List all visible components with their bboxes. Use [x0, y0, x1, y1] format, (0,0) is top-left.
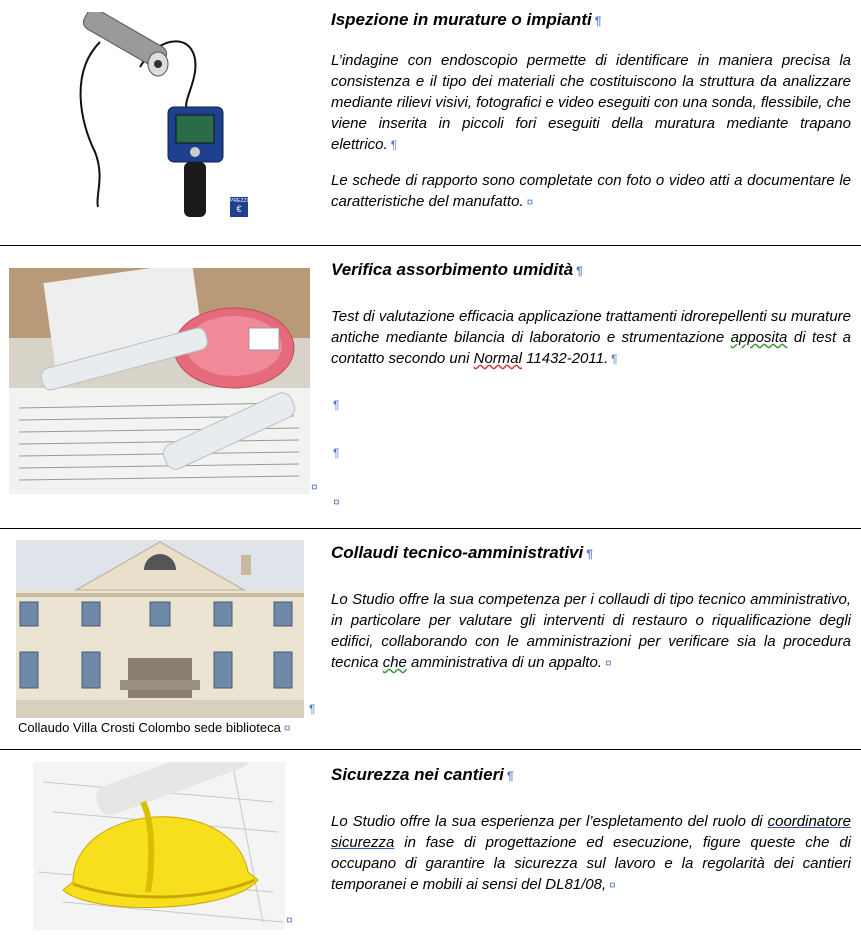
section-title-verifica: Verifica assorbimento umidità ¶ — [331, 260, 583, 279]
cell-end-mark: ¤ — [333, 495, 340, 509]
prezzi-euro-icon[interactable]: PREZZI € — [230, 197, 248, 217]
empty-pilcrow-2: ¶ — [333, 446, 340, 460]
section-divider — [0, 528, 861, 529]
section-text-ispezione-1: L’indagine con endoscopio permette di identificare in maniera precisa la consistenza e il tipo dei materiali che costituiscono la struttura da analizzare mediante rilievi visivi, fotografici e video eseguiti con una sonda, flessibile, che viene inserita in piccoli fori eseguiti della muratura mediante trapano elettrico. ¶ — [331, 52, 851, 153]
petri-dish-test-image — [9, 268, 310, 494]
villa-building-image — [16, 540, 304, 718]
pilcrow-mark: ¶ — [309, 702, 316, 716]
section-title-ispezione: Ispezione in murature o impianti ¶ — [331, 10, 602, 29]
empty-pilcrow-1: ¶ — [333, 398, 340, 412]
section-divider — [0, 245, 861, 246]
section-title-sicurezza: Sicurezza nei cantieri ¶ — [331, 765, 514, 784]
section-divider — [0, 749, 861, 750]
pilcrow-mark: ¶ — [594, 14, 602, 28]
section-text-collaudi: Lo Studio offre la sua competenza per i collaudi di tipo tecnico amministrativo, in particolare per valutare gli interventi di restauro o riqualificazione degli edifici, collaborando con le amministrazioni per verificare sia la procedura tecnica che amministrativa di un appalto. ¤ — [331, 591, 851, 671]
section-text-sicurezza: Lo Studio offre la sua esperienza per l’espletamento del ruolo di coordinatore sicurezza in fase di progettazione ed esecuzione, figure queste che di occupano di garantire la sicurezza sul lavoro e la regolarità dei cantieri temporanei e mobili ai sensi del DL81/08, ¤ — [331, 813, 851, 893]
image-caption: Collaudo Villa Crosti Colombo sede biblioteca ¤ — [18, 720, 291, 735]
section-text-ispezione-2: Le schede di rapporto sono completate con foto o video atti a documentare le caratteristiche del manufatto. ¤ — [331, 172, 851, 210]
endoscope-image — [60, 12, 260, 222]
cell-end-mark: ¤ — [286, 913, 293, 927]
section-text-verifica: Test di valutazione efficacia applicazione trattamenti idrorepellenti su murature antiche mediante bilancia di laboratorio e strumentazione apposita di test a contatto secondo uni Normal 11432-2011. ¶ — [331, 308, 851, 367]
cell-end-mark: ¤ — [311, 480, 318, 494]
hard-hat-image — [33, 762, 285, 930]
section-title-collaudi: Collaudi tecnico-amministrativi ¶ — [331, 543, 593, 562]
